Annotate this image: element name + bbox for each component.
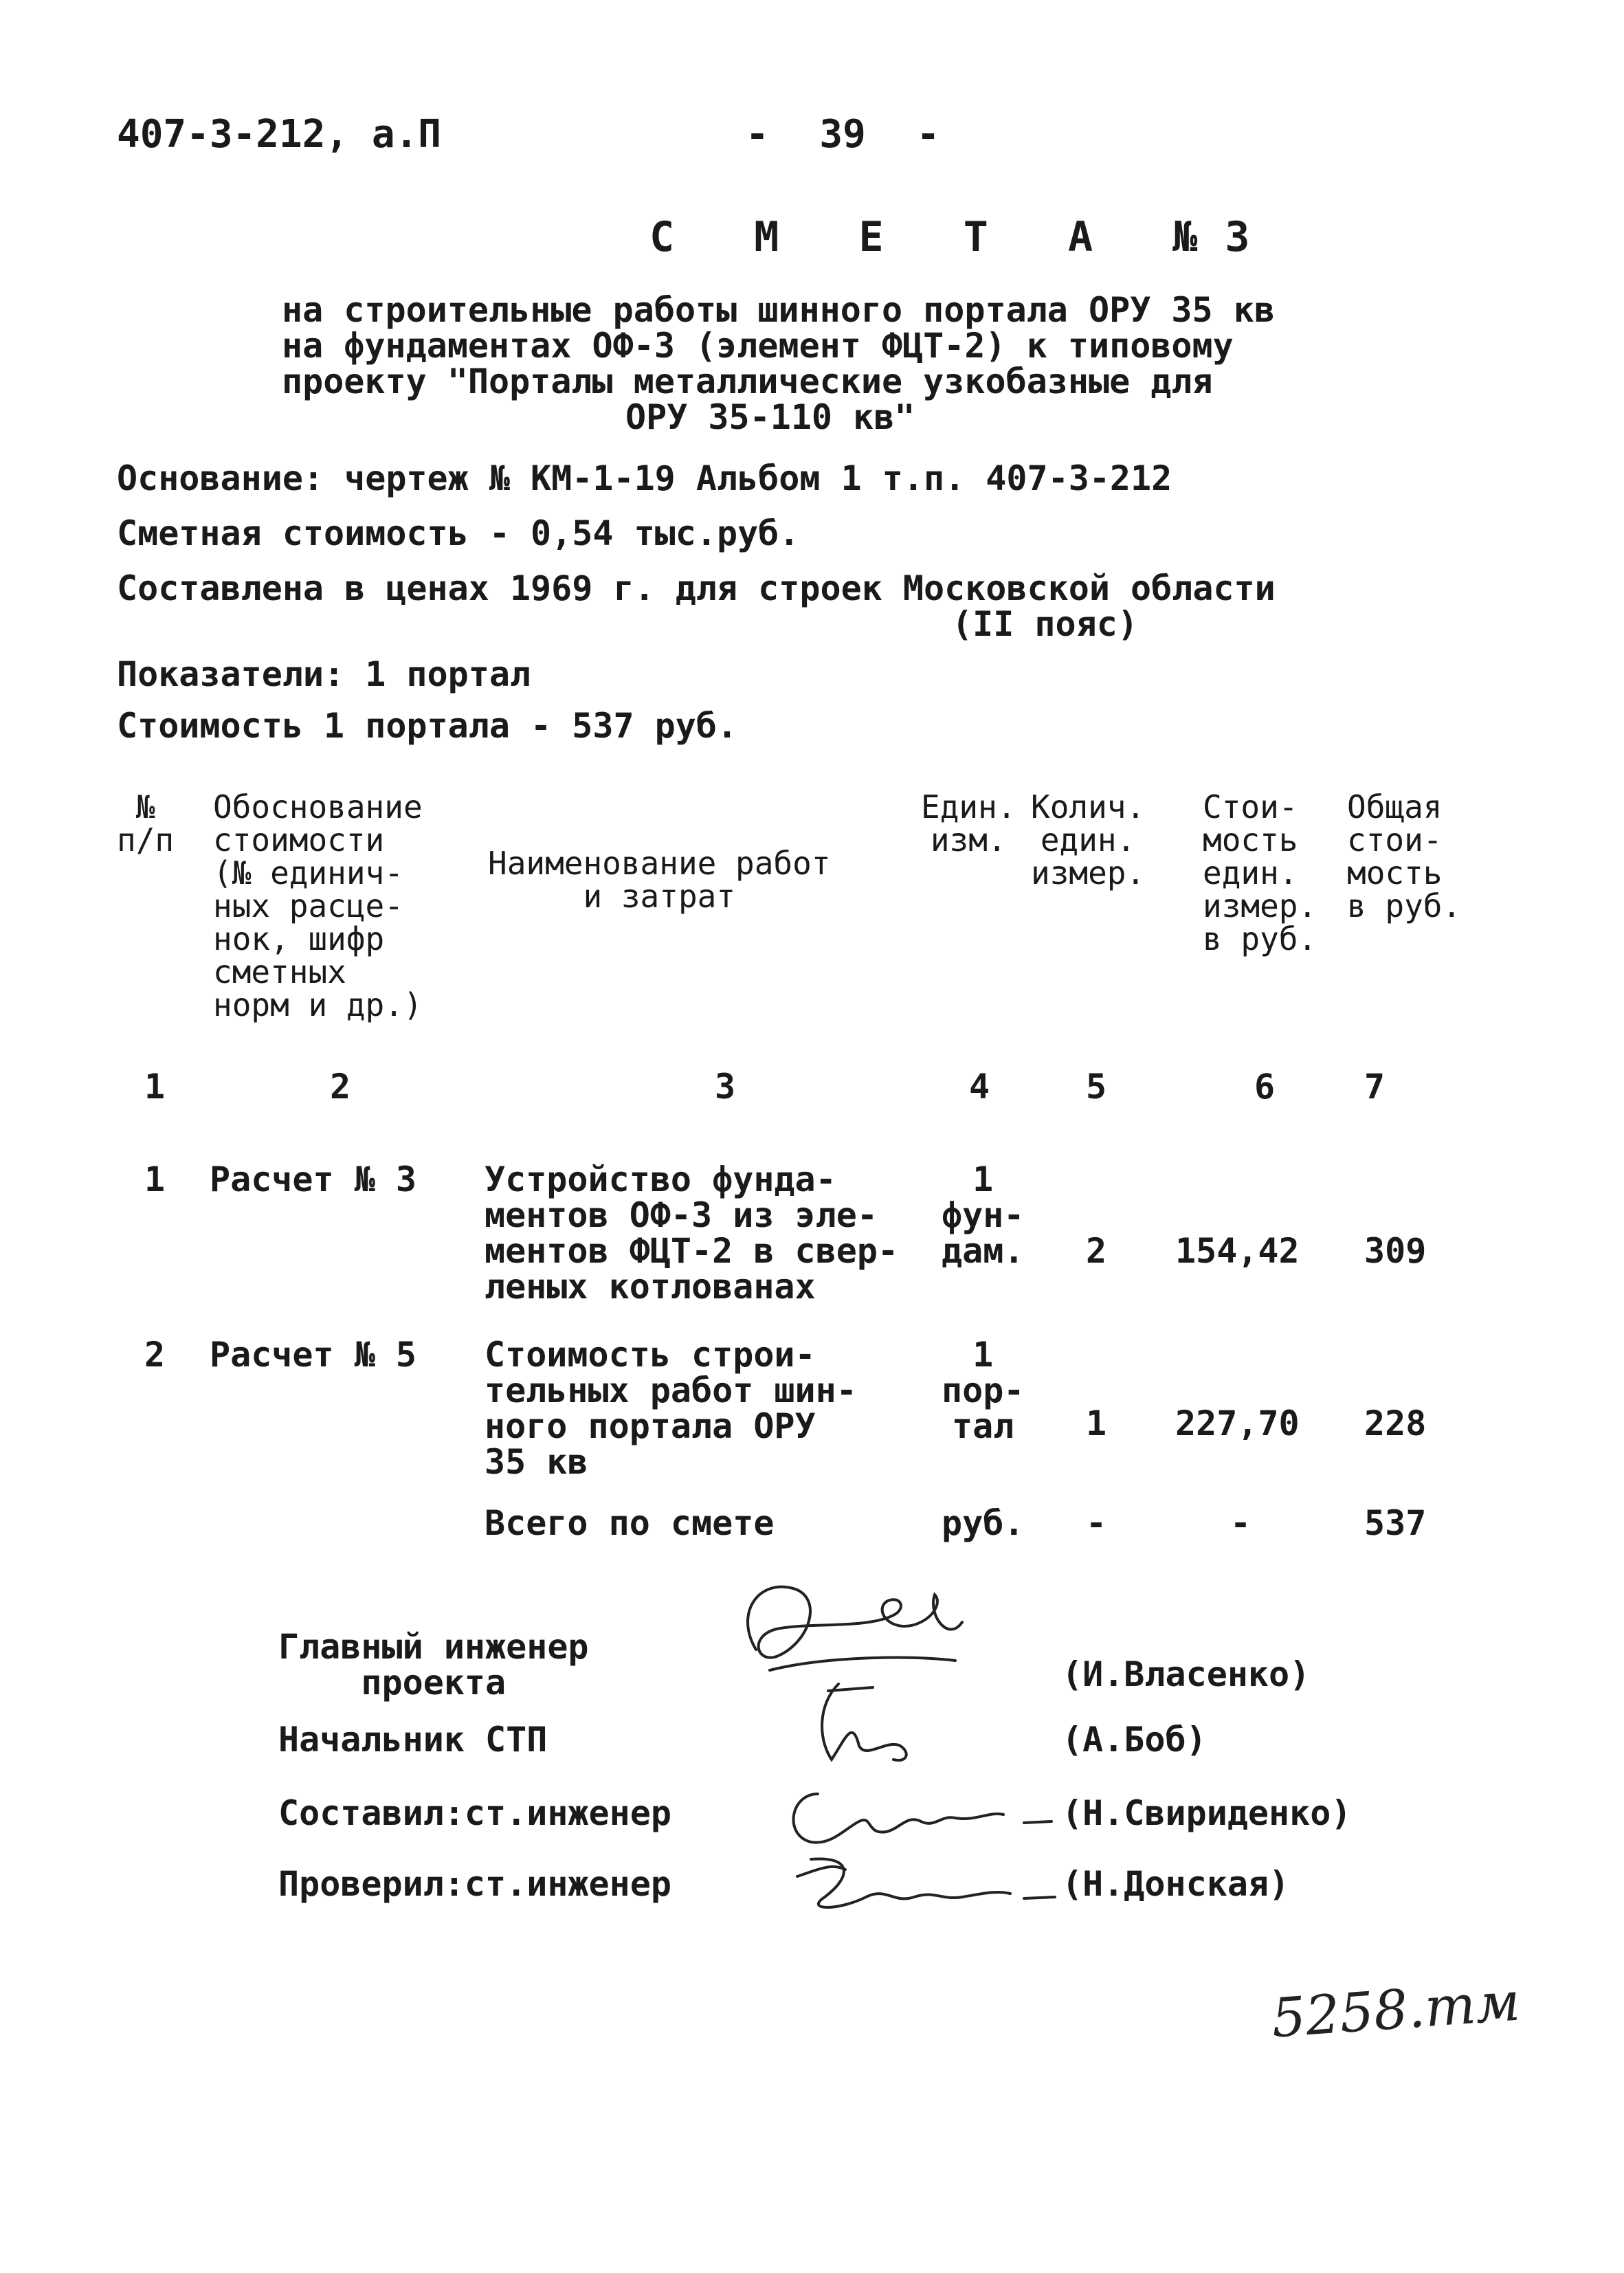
total-qty: - (1086, 1503, 1107, 1543)
row-1-total: 309 (1364, 1231, 1427, 1271)
header-col-7: Общая стои- мость в руб. (1347, 788, 1462, 924)
signer-1-name: (И.Власенко) (1062, 1654, 1311, 1694)
document-title: С М Е Т А №3 (649, 213, 1278, 261)
signer-2-role: Начальник СТП (278, 1720, 548, 1760)
prices-line-1: Составлена в ценах 1969 г. для строек Московской области (117, 568, 1276, 608)
total-unit: руб. (942, 1503, 1025, 1543)
column-number-3: 3 (715, 1067, 736, 1107)
basis-line: Основание: чертеж № КМ-1-19 Альбом 1 т.п. 407-3-212 (117, 458, 1172, 498)
column-number-1: 1 (144, 1067, 166, 1107)
row-2-num: 2 (144, 1335, 166, 1375)
estimated-cost: Сметная стоимость - 0,54 тыс.руб. (117, 513, 800, 553)
header-col-3: Наименование работ и затрат (488, 845, 831, 915)
row-1-num: 1 (144, 1160, 166, 1199)
row-2-unit: 1 пор- тал (942, 1335, 1025, 1446)
column-number-4: 4 (969, 1067, 990, 1107)
subtitle-line-4: ОРУ 35-110 кв" (625, 397, 915, 437)
indicators: Показатели: 1 портал (117, 654, 531, 694)
header-col-2: Обоснование стоимости (№ единич- ных расце- нок, шифр сметных норм и др.) (213, 788, 423, 1023)
column-number-7: 7 (1364, 1067, 1386, 1107)
subtitle-line-3: проекту "Порталы металлические узкобазные для (282, 362, 1213, 401)
doc-code: 407-3-212, а.П (117, 112, 442, 157)
column-number-6: 6 (1254, 1067, 1276, 1107)
signer-3-role: Составил:ст.инженер (278, 1793, 671, 1833)
signer-4-name: (Н.Донская) (1062, 1864, 1290, 1904)
portal-cost: Стоимость 1 портала - 537 руб. (117, 706, 738, 746)
signature-3 (770, 1780, 1065, 1856)
header-col-6: Стои- мость един. измер. в руб. (1203, 788, 1317, 957)
signer-3-name: (Н.Свириденко) (1062, 1793, 1352, 1833)
row-2-unit-cost: 227,70 (1175, 1404, 1300, 1443)
subtitle-line-2: на фундаментах ОФ-3 (элемент ФЦТ-2) к типовому (282, 326, 1234, 366)
column-number-2: 2 (330, 1067, 351, 1107)
signature-4 (770, 1849, 1065, 1925)
page-number: - 39 - (746, 112, 940, 157)
signer-2-name: (А.Боб) (1062, 1720, 1207, 1760)
header-col-1: № п/п (117, 788, 175, 858)
header-col-4: Един. изм. (921, 788, 1016, 858)
row-2-basis: Расчет № 5 (210, 1335, 417, 1375)
row-1-unit-cost: 154,42 (1175, 1231, 1300, 1271)
subtitle-line-1: на строительные работы шинного портала ОРУ 35 кв (282, 290, 1275, 330)
row-1-basis: Расчет № 3 (210, 1160, 417, 1199)
row-1-unit: 1 фун- дам. (942, 1160, 1025, 1271)
row-2-name: Стоимость строи- тельных работ шин- ного портала ОРУ 35 кв (485, 1335, 857, 1482)
row-2-qty: 1 (1086, 1404, 1107, 1443)
total-label: Всего по смете (485, 1503, 775, 1543)
handwritten-note: 5258.тм (1269, 1971, 1522, 2050)
row-1-name: Устройство фунда- ментов ОФ-3 из эле- ментов ФЦТ-2 в свер- леных котлованах (485, 1160, 899, 1307)
prices-line-2: (II пояс) (952, 604, 1138, 644)
total-amount: 537 (1364, 1503, 1427, 1543)
header-col-5: Колич. един. измер. (1031, 788, 1146, 891)
signer-1-role: Главный инженер проекта (278, 1627, 589, 1703)
row-2-total: 228 (1364, 1404, 1427, 1443)
signer-4-role: Проверил:ст.инженер (278, 1864, 671, 1904)
signature-1 (728, 1574, 976, 1677)
total-unit-cost: - (1230, 1503, 1252, 1543)
column-number-5: 5 (1086, 1067, 1107, 1107)
signature-2 (790, 1677, 942, 1773)
row-1-qty: 2 (1086, 1231, 1107, 1271)
